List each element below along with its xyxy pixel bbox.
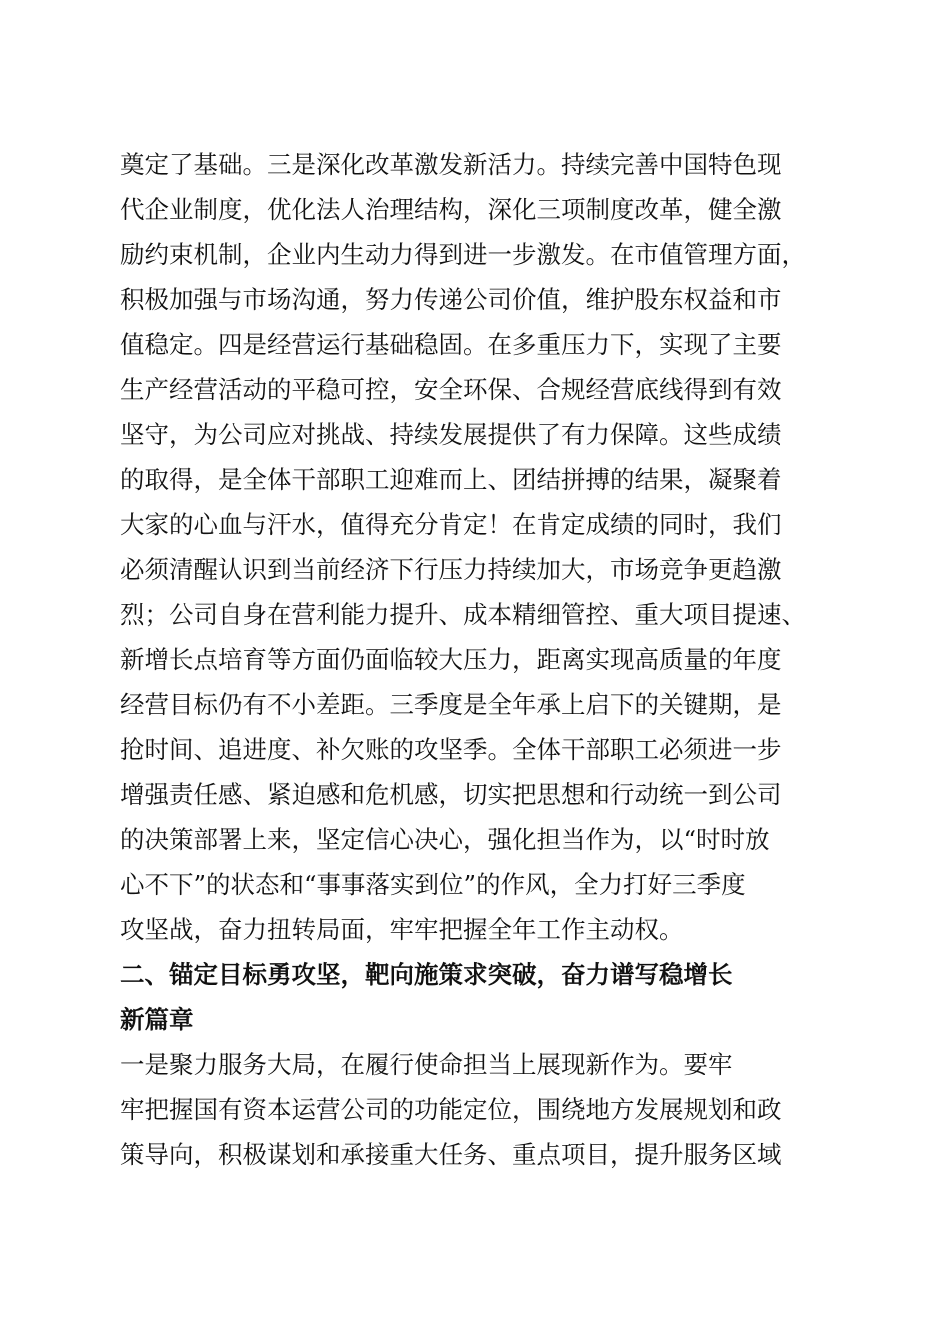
text-line: 一是聚力服务大局，在履行使命担当上展现新作为。要牢 <box>120 1050 733 1079</box>
text-line: 必须清醒认识到当前经济下行压力持续加大，市场竞争更趋激 <box>120 555 782 584</box>
text-line: 励约束机制，企业内生动力得到进一步激发。在市值管理方面， <box>120 240 806 269</box>
text-line: 大家的心血与汗水，值得充分肯定！在肯定成绩的同时，我们 <box>120 510 782 539</box>
text-line: 的决策部署上来，坚定信心决心，强化担当作为，以“时时放 <box>120 825 770 854</box>
text-line: 心不下”的状态和“事事落实到位”的作风，全力打好三季度 <box>120 870 746 899</box>
text-line: 策导向，积极谋划和承接重大任务、重点项目，提升服务区域 <box>120 1140 782 1169</box>
text-line: 的取得，是全体干部职工迎难而上、团结拼搏的结果，凝聚着 <box>120 465 782 494</box>
heading-line: 二、锚定目标勇攻坚，靶向施策求突破，奋力谱写稳增长 <box>120 960 733 989</box>
heading-line: 新篇章 <box>120 1005 194 1034</box>
text-line: 生产经营活动的平稳可控，安全环保、合规经营底线得到有效 <box>120 375 782 404</box>
text-line: 奠定了基础。三是深化改革激发新活力。持续完善中国特色现 <box>120 150 782 179</box>
text-line: 牢把握国有资本运营公司的功能定位，围绕地方发展规划和政 <box>120 1095 782 1124</box>
text-line: 增强责任感、紧迫感和危机感，切实把思想和行动统一到公司 <box>120 780 782 809</box>
text-line: 坚守，为公司应对挑战、持续发展提供了有力保障。这些成绩 <box>120 420 782 449</box>
text-line: 代企业制度，优化法人治理结构，深化三项制度改革，健全激 <box>120 195 782 224</box>
text-line: 新增长点培育等方面仍面临较大压力，距离实现高质量的年度 <box>120 645 782 674</box>
text-line: 攻坚战，奋力扭转局面，牢牢把握全年工作主动权。 <box>120 915 684 944</box>
text-line: 抢时间、追进度、补欠账的攻坚季。全体干部职工必须进一步 <box>120 735 782 764</box>
text-line: 积极加强与市场沟通，努力传递公司价值，维护股东权益和市 <box>120 285 782 314</box>
text-line: 经营目标仍有不小差距。三季度是全年承上启下的关键期，是 <box>120 690 782 719</box>
text-line: 值稳定。四是经营运行基础稳固。在多重压力下，实现了主要 <box>120 330 782 359</box>
text-line: 烈；公司自身在营利能力提升、成本精细管控、重大项目提速、 <box>120 600 806 629</box>
